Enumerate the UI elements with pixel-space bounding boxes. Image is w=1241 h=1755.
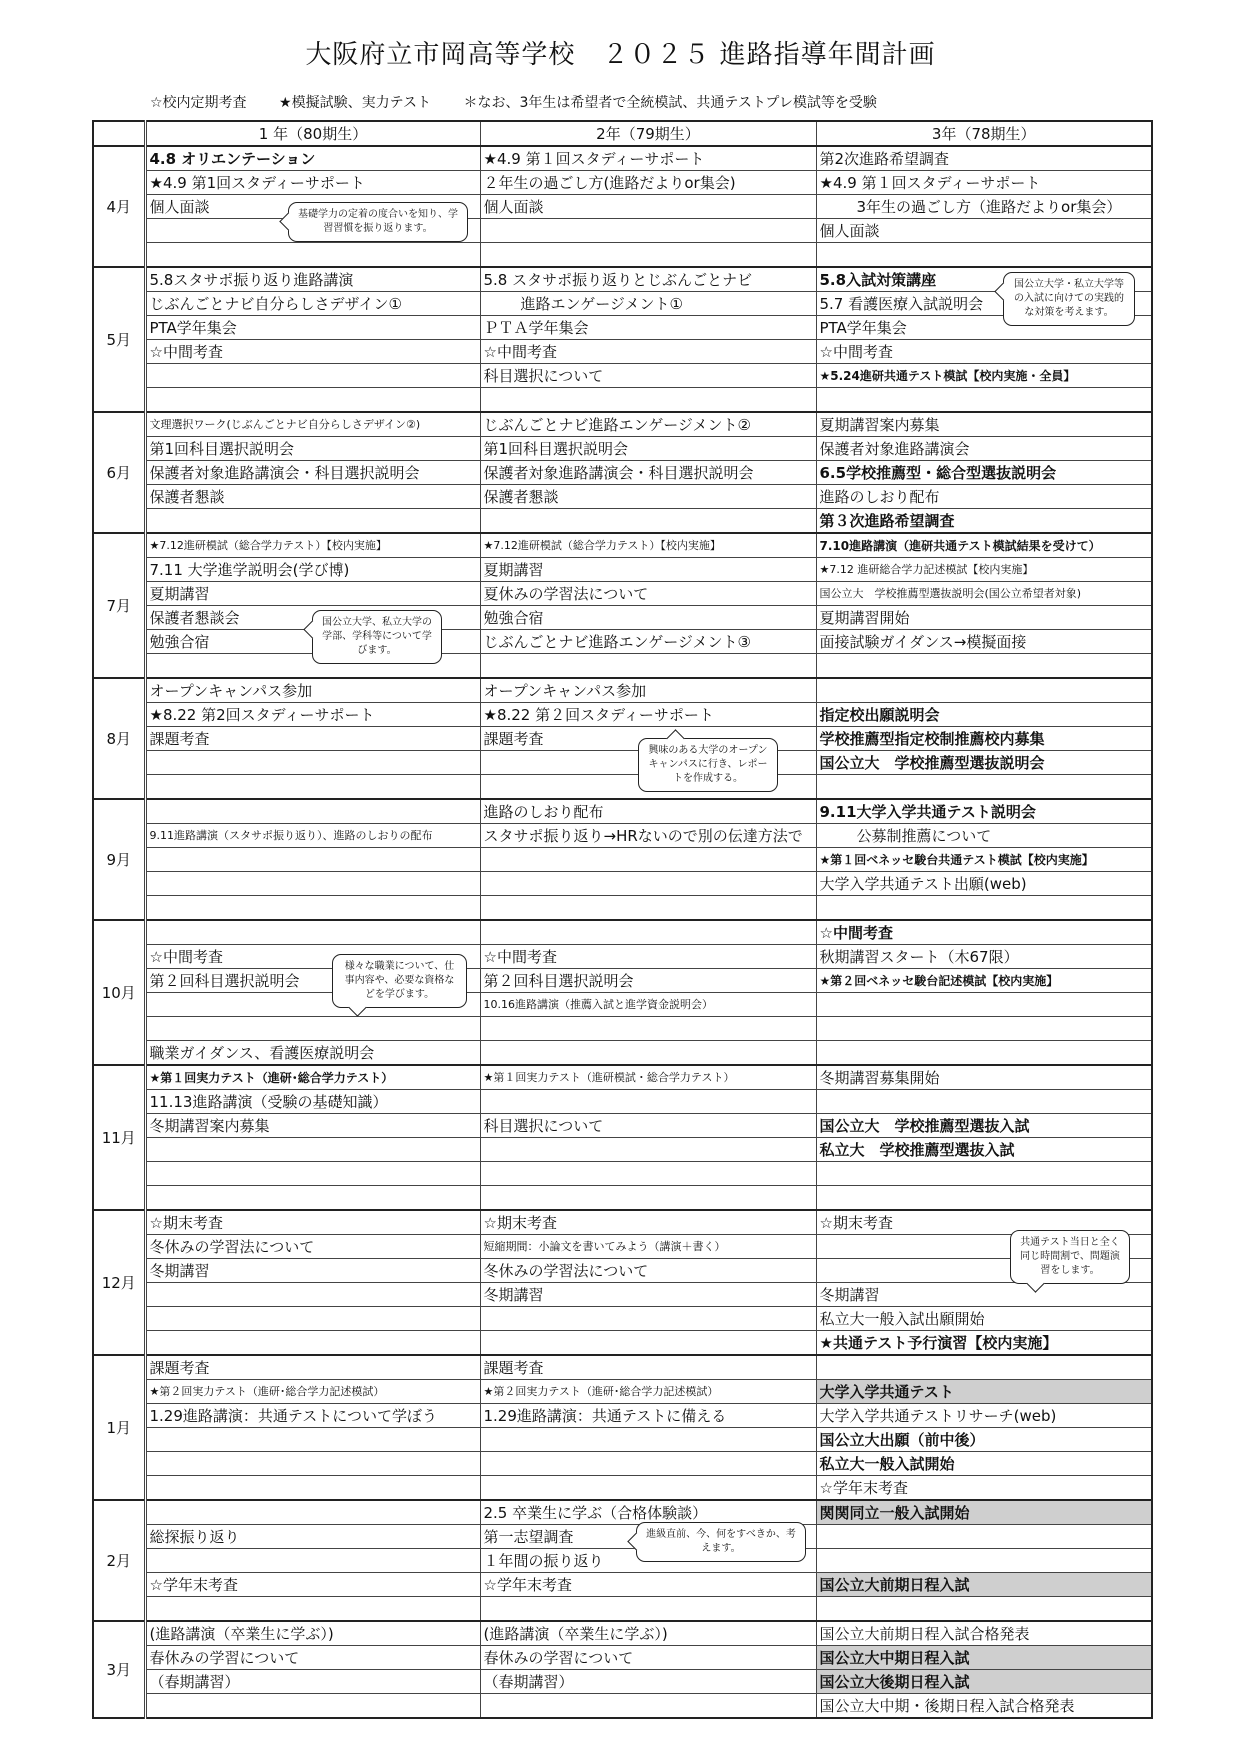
event-cell-year3: 国公立大 学校推薦型選抜説明会(国公立希望者対象)	[816, 582, 1152, 606]
legend-mock: ★模擬試験、実力テスト	[279, 95, 432, 111]
plan-row	[93, 727, 1152, 751]
event-cell-year3: 進路のしおり配布	[816, 485, 1152, 509]
event-cell-year2	[480, 896, 816, 921]
plan-row	[93, 606, 1152, 630]
event-cell-year3: 学校推薦型指定校制推薦校内募集	[816, 727, 1152, 751]
event-cell-year1	[145, 1162, 480, 1186]
event-cell-year2: 冬休みの学習法について	[480, 1259, 816, 1283]
event-cell-year1: PTA学年集会	[145, 316, 480, 340]
event-cell-year1	[145, 1476, 480, 1501]
plan-row	[93, 243, 1152, 268]
event-cell-year2	[480, 1452, 816, 1476]
event-cell-year1: 文理選択ワーク(じぶんごとナビ自分らしさデザイン②)	[145, 412, 480, 437]
month-label: 2月	[93, 1500, 145, 1621]
event-cell-year1: 個人面談	[145, 195, 480, 219]
plan-row	[93, 1186, 1152, 1211]
note-career-guidance: 様々な職業について、仕事内容や、必要な資格などを学びます。	[332, 954, 467, 1008]
plan-row	[93, 1573, 1152, 1597]
event-cell-year3: 6.5学校推薦型・総合型選抜説明会	[816, 461, 1152, 485]
event-cell-year2: ★第２回実力テスト（進研･総合学力記述模試）	[480, 1380, 816, 1404]
plan-row	[93, 678, 1152, 703]
plan-row	[93, 1694, 1152, 1719]
event-cell-year3: 5.7 看護医療入試説明会	[816, 292, 1152, 316]
event-cell-year2: スタサポ振り返り→HRないので別の伝達方法で	[480, 824, 816, 848]
plan-row	[93, 364, 1152, 388]
event-cell-year3: 私立大 学校推薦型選抜入試	[816, 1138, 1152, 1162]
event-cell-year1: 11.13進路講演（受験の基礎知識）	[145, 1090, 480, 1114]
event-cell-year1: 1.29進路講演：共通テストについて学ぼう	[145, 1404, 480, 1428]
month-label: 9月	[93, 799, 145, 920]
event-cell-year2: （春期講習）	[480, 1670, 816, 1694]
annual-plan-table	[92, 120, 1153, 1719]
event-cell-year2	[480, 243, 816, 268]
header-year1: 1 年（80期生）	[145, 121, 480, 146]
event-cell-year3: 国公立大 学校推薦型選抜入試	[816, 1114, 1152, 1138]
event-cell-year1: 冬期講習	[145, 1259, 480, 1283]
note-mock-common-test: 共通テスト当日と全く同じ時間割で、問題演習をします。	[1010, 1230, 1130, 1284]
event-cell-year2: 10.16進路講演（推薦入試と進学資金説明会）	[480, 993, 816, 1017]
event-cell-year1: (進路講演（卒業生に学ぶ）)	[145, 1621, 480, 1646]
plan-row	[93, 219, 1152, 243]
event-cell-year2	[480, 509, 816, 534]
event-cell-year3	[816, 1041, 1152, 1066]
plan-row	[93, 437, 1152, 461]
event-cell-year1: ☆中間考査	[145, 340, 480, 364]
plan-row	[93, 1331, 1152, 1356]
header-year2: 2年（79期生）	[480, 121, 816, 146]
event-cell-year2: 保護者懇談	[480, 485, 816, 509]
event-cell-year2: 進路のしおり配布	[480, 799, 816, 824]
plan-row	[93, 1646, 1152, 1670]
plan-row	[93, 1283, 1152, 1307]
plan-row	[93, 1162, 1152, 1186]
event-cell-year3: 冬期講習	[816, 1283, 1152, 1307]
event-cell-year3: ★共通テスト予行演習【校内実施】	[816, 1331, 1152, 1356]
plan-row	[93, 485, 1152, 509]
note-exam-prep: 国公立大学・私立大学等の入試に向けての実践的な対策を考えます。	[1003, 272, 1135, 326]
event-cell-year3	[816, 654, 1152, 679]
event-cell-year3: ☆期末考査	[816, 1210, 1152, 1235]
event-cell-year1: ★8.22 第2回スタディーサポート	[145, 703, 480, 727]
plan-row	[93, 1041, 1152, 1066]
plan-row	[93, 1017, 1152, 1041]
legend-note: ＊なお、3年生は希望者で全統模試、共通テストプレ模試等を受験	[463, 95, 877, 111]
event-cell-year1: ☆中間考査	[145, 945, 480, 969]
plan-row	[93, 896, 1152, 921]
event-cell-year1	[145, 1331, 480, 1356]
legend-exam: ☆校内定期考査	[150, 95, 247, 111]
event-cell-year1	[145, 388, 480, 413]
month-label: 1月	[93, 1355, 145, 1500]
plan-row	[93, 1138, 1152, 1162]
month-label: 11月	[93, 1065, 145, 1210]
event-cell-year3	[816, 1017, 1152, 1041]
plan-row	[93, 558, 1152, 582]
plan-row	[93, 533, 1152, 558]
event-cell-year3: 大学入学共通テスト	[816, 1380, 1152, 1404]
event-cell-year1	[145, 1549, 480, 1573]
event-cell-year2: 科目選択について	[480, 364, 816, 388]
plan-row	[93, 630, 1152, 654]
event-cell-year2	[480, 1694, 816, 1719]
event-cell-year3: 秋期講習スタート（木67限）	[816, 945, 1152, 969]
note-study-support: 基礎学力の定着の度合いを知り、学習習慣を振り返ります。	[288, 202, 468, 242]
plan-row	[93, 316, 1152, 340]
event-cell-year1: 課題考査	[145, 727, 480, 751]
plan-row	[93, 1500, 1152, 1525]
event-cell-year2	[480, 1041, 816, 1066]
event-cell-year2: オープンキャンパス参加	[480, 678, 816, 703]
event-cell-year3	[816, 993, 1152, 1017]
plan-row	[93, 340, 1152, 364]
plan-row	[93, 775, 1152, 800]
plan-row	[93, 751, 1152, 775]
event-cell-year2: 進路エンゲージメント①	[480, 292, 816, 316]
event-cell-year3: 3年生の過ごし方（進路だよりor集会）	[816, 195, 1152, 219]
event-cell-year3: 大学入学共通テスト出願(web)	[816, 872, 1152, 896]
event-cell-year3: 夏期講習案内募集	[816, 412, 1152, 437]
month-label: 10月	[93, 920, 145, 1065]
plan-row	[93, 1259, 1152, 1283]
event-cell-year1	[145, 1452, 480, 1476]
event-cell-year2: ☆期末考査	[480, 1210, 816, 1235]
plan-row	[93, 703, 1152, 727]
note-reflection: 進級直前、今、何をすべきか、考えます。	[636, 1522, 806, 1562]
event-cell-year1: 春休みの学習について	[145, 1646, 480, 1670]
event-cell-year2	[480, 1138, 816, 1162]
plan-row	[93, 1428, 1152, 1452]
month-label: 12月	[93, 1210, 145, 1355]
event-cell-year3: 指定校出願説明会	[816, 703, 1152, 727]
event-cell-year1: 勉強合宿	[145, 630, 480, 654]
event-cell-year1: 夏期講習	[145, 582, 480, 606]
plan-row	[93, 1235, 1152, 1259]
event-cell-year2	[480, 1090, 816, 1114]
event-cell-year2: 5.8 スタサポ振り返りとじぶんごとナビ	[480, 267, 816, 292]
event-cell-year2	[480, 1186, 816, 1211]
month-label: 8月	[93, 678, 145, 799]
plan-row	[93, 799, 1152, 824]
event-cell-year2	[480, 388, 816, 413]
event-cell-year3: PTA学年集会	[816, 316, 1152, 340]
event-cell-year3: 関関同立一般入試開始	[816, 1500, 1152, 1525]
plan-row	[93, 195, 1152, 219]
legend	[150, 92, 905, 112]
event-cell-year2: 課題考査	[480, 727, 816, 751]
plan-row	[93, 412, 1152, 437]
plan-row	[93, 582, 1152, 606]
event-cell-year2: ★7.12進研模試（総合学力テスト）【校内実施】	[480, 533, 816, 558]
event-cell-year2	[480, 1597, 816, 1622]
plan-row	[93, 509, 1152, 534]
plan-row	[93, 1621, 1152, 1646]
event-cell-year2: ☆学年末考査	[480, 1573, 816, 1597]
event-cell-year1	[145, 1138, 480, 1162]
event-cell-year1	[145, 920, 480, 945]
event-cell-year2: 冬期講習	[480, 1283, 816, 1307]
event-cell-year2: ★4.9 第１回スタディーサポート	[480, 146, 816, 171]
event-cell-year1	[145, 775, 480, 800]
event-cell-year3: ★7.12 進研総合学力記述模試【校内実施】	[816, 558, 1152, 582]
event-cell-year3	[816, 775, 1152, 800]
event-cell-year3: 面接試験ガイダンス→模擬面接	[816, 630, 1152, 654]
event-cell-year2: (進路講演（卒業生に学ぶ）)	[480, 1621, 816, 1646]
event-cell-year2	[480, 872, 816, 896]
event-cell-year3: ★第２回ベネッセ駿台記述模試【校内実施】	[816, 969, 1152, 993]
event-cell-year3: 国公立大出願（前中後）	[816, 1428, 1152, 1452]
event-cell-year3: 夏期講習開始	[816, 606, 1152, 630]
plan-row	[93, 171, 1152, 195]
plan-row	[93, 1114, 1152, 1138]
event-cell-year1: ★第１回実力テスト（進研･総合学力テスト）	[145, 1065, 480, 1090]
event-cell-year3	[816, 1525, 1152, 1549]
event-cell-year1	[145, 1186, 480, 1211]
event-cell-year1: （春期講習）	[145, 1670, 480, 1694]
event-cell-year3: 国公立大 学校推薦型選抜説明会	[816, 751, 1152, 775]
event-cell-year3: 5.8入試対策講座	[816, 267, 1152, 292]
event-cell-year3: 第３次進路希望調査	[816, 509, 1152, 534]
event-cell-year1	[145, 509, 480, 534]
event-cell-year2	[480, 1307, 816, 1331]
event-cell-year3: ☆中間考査	[816, 340, 1152, 364]
event-cell-year3: 国公立大前期日程入試	[816, 1573, 1152, 1597]
event-cell-year1	[145, 1597, 480, 1622]
event-cell-year2: 第一志望調査	[480, 1525, 816, 1549]
event-cell-year3: 公募制推薦について	[816, 824, 1152, 848]
event-cell-year2	[480, 920, 816, 945]
plan-row	[93, 1476, 1152, 1501]
event-cell-year1	[145, 1694, 480, 1719]
event-cell-year2: 課題考査	[480, 1355, 816, 1380]
event-cell-year1	[145, 799, 480, 824]
event-cell-year3: 個人面談	[816, 219, 1152, 243]
header-year3: 3年（78期生）	[816, 121, 1152, 146]
plan-row	[93, 1452, 1152, 1476]
event-cell-year2	[480, 1017, 816, 1041]
event-cell-year2	[480, 1428, 816, 1452]
plan-row	[93, 1090, 1152, 1114]
event-cell-year1: ☆学年末考査	[145, 1573, 480, 1597]
plan-row	[93, 292, 1152, 316]
event-cell-year2: 第２回科目選択説明会	[480, 969, 816, 993]
plan-row	[93, 654, 1152, 679]
plan-row	[93, 1210, 1152, 1235]
month-label: 5月	[93, 267, 145, 412]
event-cell-year1: 第1回科目選択説明会	[145, 437, 480, 461]
event-cell-year1: ★4.9 第1回スタディーサポート	[145, 171, 480, 195]
event-cell-year3: ★4.9 第１回スタディーサポート	[816, 171, 1152, 195]
event-cell-year2: ☆中間考査	[480, 340, 816, 364]
event-cell-year3: ☆学年末考査	[816, 1476, 1152, 1501]
event-cell-year1	[145, 364, 480, 388]
event-cell-year2	[480, 1162, 816, 1186]
event-cell-year2: 夏休みの学習法について	[480, 582, 816, 606]
event-cell-year1: 保護者対象進路講演会・科目選択説明会	[145, 461, 480, 485]
page-title: 大阪府立市岡高等学校 ２０２５ 進路指導年間計画	[305, 40, 936, 70]
event-cell-year1: 冬休みの学習法について	[145, 1235, 480, 1259]
event-cell-year2: ★8.22 第２回スタディーサポート	[480, 703, 816, 727]
event-cell-year1: 総探振り返り	[145, 1525, 480, 1549]
plan-row	[93, 1355, 1152, 1380]
event-cell-year3: 冬期講習募集開始	[816, 1065, 1152, 1090]
event-cell-year1: 冬期講習案内募集	[145, 1114, 480, 1138]
event-cell-year3: 第2次進路希望調査	[816, 146, 1152, 171]
plan-row	[93, 945, 1152, 969]
event-cell-year2: 短縮期間：小論文を書いてみよう（講演＋書く）	[480, 1235, 816, 1259]
event-cell-year2: ＰＴＡ学年集会	[480, 316, 816, 340]
plan-row	[93, 1525, 1152, 1549]
plan-row	[93, 824, 1152, 848]
header-month	[93, 121, 145, 146]
event-cell-year3: 7.10進路講演（進研共通テスト模試結果を受けて）	[816, 533, 1152, 558]
event-cell-year2: ２年生の過ごし方(進路だよりor集会)	[480, 171, 816, 195]
event-cell-year2: 夏期講習	[480, 558, 816, 582]
event-cell-year1: ★7.12進研模試（総合学力テスト）【校内実施】	[145, 533, 480, 558]
event-cell-year3	[816, 1597, 1152, 1622]
event-cell-year3: ☆中間考査	[816, 920, 1152, 945]
event-cell-year3: 9.11大学入学共通テスト説明会	[816, 799, 1152, 824]
event-cell-year3: 私立大一般入試出願開始	[816, 1307, 1152, 1331]
plan-row	[93, 1404, 1152, 1428]
event-cell-year3: ★第１回ベネッセ駿台共通テスト模試【校内実施】	[816, 848, 1152, 872]
event-cell-year2	[480, 1476, 816, 1501]
event-cell-year2: ☆中間考査	[480, 945, 816, 969]
event-cell-year2: 1.29進路講演：共通テストに備える	[480, 1404, 816, 1428]
event-cell-year2: じぶんごとナビ進路エンゲージメント③	[480, 630, 816, 654]
event-cell-year2: ★第１回実力テスト（進研模試・総合学力テスト）	[480, 1065, 816, 1090]
event-cell-year3	[816, 1186, 1152, 1211]
plan-row	[93, 848, 1152, 872]
event-cell-year1: 9.11進路講演（スタサポ振り返り）、進路のしおりの配布	[145, 824, 480, 848]
plan-row	[93, 388, 1152, 413]
event-cell-year1	[145, 848, 480, 872]
event-cell-year1: 4.8 オリエンテーション	[145, 146, 480, 171]
event-cell-year3: 国公立大中期日程入試	[816, 1646, 1152, 1670]
event-cell-year2: じぶんごとナビ進路エンゲージメント②	[480, 412, 816, 437]
event-cell-year3	[816, 1090, 1152, 1114]
plan-row	[93, 1307, 1152, 1331]
plan-row	[93, 146, 1152, 171]
plan-row	[93, 1670, 1152, 1694]
event-cell-year1: オープンキャンパス参加	[145, 678, 480, 703]
event-cell-year2: 勉強合宿	[480, 606, 816, 630]
plan-row	[93, 1597, 1152, 1622]
event-cell-year2	[480, 1331, 816, 1356]
event-cell-year3	[816, 1549, 1152, 1573]
event-cell-year3: 私立大一般入試開始	[816, 1452, 1152, 1476]
event-cell-year2: 科目選択について	[480, 1114, 816, 1138]
event-cell-year1	[145, 1283, 480, 1307]
plan-row	[93, 872, 1152, 896]
event-cell-year1: 課題考査	[145, 1355, 480, 1380]
event-cell-year1: 保護者懇談会	[145, 606, 480, 630]
event-cell-year2: 個人面談	[480, 195, 816, 219]
event-cell-year2: 春休みの学習について	[480, 1646, 816, 1670]
event-cell-year1: 5.8スタサポ振り返り進路講演	[145, 267, 480, 292]
event-cell-year2	[480, 219, 816, 243]
event-cell-year1	[145, 1017, 480, 1041]
event-cell-year2	[480, 654, 816, 679]
event-cell-year1	[145, 1500, 480, 1525]
plan-row	[93, 993, 1152, 1017]
plan-row	[93, 920, 1152, 945]
event-cell-year1	[145, 1307, 480, 1331]
month-label: 4月	[93, 146, 145, 267]
event-cell-year1: ☆期末考査	[145, 1210, 480, 1235]
plan-row	[93, 461, 1152, 485]
event-cell-year3: 国公立大前期日程入試合格発表	[816, 1621, 1152, 1646]
month-label: 3月	[93, 1621, 145, 1718]
event-cell-year1	[145, 751, 480, 775]
note-open-campus: 興味のある大学のオープンキャンパスに行き、レポートを作成する。	[638, 738, 778, 792]
event-cell-year1: 第２回科目選択説明会	[145, 969, 480, 993]
event-cell-year1: 7.11 大学進学説明会(学び博)	[145, 558, 480, 582]
plan-body	[93, 146, 1152, 1718]
event-cell-year3	[816, 388, 1152, 413]
event-cell-year2: 2.5 卒業生に学ぶ（合格体験談）	[480, 1500, 816, 1525]
month-label: 6月	[93, 412, 145, 533]
event-cell-year1: じぶんごとナビ自分らしさデザイン①	[145, 292, 480, 316]
plan-row	[93, 267, 1152, 292]
plan-row	[93, 969, 1152, 993]
event-cell-year2: 保護者対象進路講演会・科目選択説明会	[480, 461, 816, 485]
event-cell-year3	[816, 678, 1152, 703]
plan-row	[93, 1380, 1152, 1404]
event-cell-year2	[480, 848, 816, 872]
event-cell-year3: ★5.24進研共通テスト模試【校内実施・全員】	[816, 364, 1152, 388]
plan-row	[93, 1549, 1152, 1573]
event-cell-year3: 国公立大中期・後期日程入試合格発表	[816, 1694, 1152, 1719]
event-cell-year1	[145, 243, 480, 268]
note-university-fair: 国公立大学、私立大学の学部、学科等について学びます。	[312, 610, 442, 664]
event-cell-year3	[816, 1355, 1152, 1380]
event-cell-year1	[145, 896, 480, 921]
event-cell-year3: 国公立大後期日程入試	[816, 1670, 1152, 1694]
month-label: 7月	[93, 533, 145, 678]
event-cell-year3	[816, 1162, 1152, 1186]
event-cell-year1: 保護者懇談	[145, 485, 480, 509]
event-cell-year3	[816, 896, 1152, 921]
event-cell-year1	[145, 1428, 480, 1452]
event-cell-year1	[145, 872, 480, 896]
event-cell-year3: 大学入学共通テストリサーチ(web)	[816, 1404, 1152, 1428]
event-cell-year3	[816, 243, 1152, 268]
event-cell-year1: 職業ガイダンス、看護医療説明会	[145, 1041, 480, 1066]
event-cell-year2: １年間の振り返り	[480, 1549, 816, 1573]
event-cell-year1: ★第２回実力テスト（進研･総合学力記述模試）	[145, 1380, 480, 1404]
event-cell-year3: 保護者対象進路講演会	[816, 437, 1152, 461]
event-cell-year2: 第1回科目選択説明会	[480, 437, 816, 461]
plan-row	[93, 1065, 1152, 1090]
